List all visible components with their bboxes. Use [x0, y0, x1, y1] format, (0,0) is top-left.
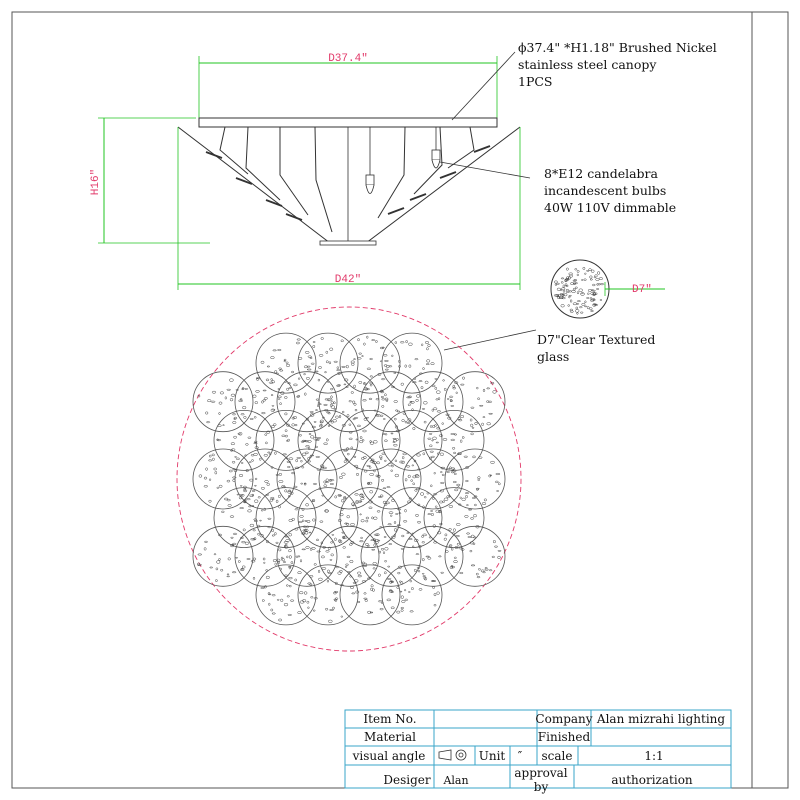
- glass-disc: [424, 410, 484, 470]
- rod-left-1: [246, 127, 280, 200]
- unit-value: ″: [517, 749, 523, 763]
- bottom-view: [177, 307, 521, 651]
- rod-left-4: [220, 127, 248, 174]
- bottom-view-outline: [177, 307, 521, 651]
- bulb-note-line-1: 8*E12 candelabra: [544, 166, 658, 181]
- canopy-note-line-1: ϕ37.4" *H1.18" Brushed Nickel: [518, 40, 717, 55]
- item-no-label: Item No.: [363, 712, 417, 726]
- designer-label: Desiger: [383, 773, 431, 787]
- glass-disc: [445, 526, 505, 586]
- rod-left-2: [280, 127, 308, 215]
- approval-label-line-1: approval: [514, 766, 568, 780]
- scale-value: 1:1: [644, 749, 664, 763]
- authorization-label: authorization: [611, 773, 693, 787]
- material-label: Material: [364, 730, 416, 744]
- designer-value: Alan: [443, 774, 469, 787]
- rod-right-1: [378, 127, 405, 218]
- projection-symbol-icon: [439, 750, 466, 760]
- bulb-note-line-3: 40W 110V dimmable: [544, 200, 677, 215]
- glass-leader: [444, 330, 536, 350]
- glass-detail: [551, 260, 665, 318]
- bulb-note-line-2: incandescent bulbs: [544, 183, 667, 198]
- company-label: Company: [535, 712, 593, 726]
- canopy-note-line-3: 1PCS: [518, 74, 553, 89]
- drawing-frame: [12, 12, 788, 788]
- shelf-1: [206, 152, 222, 158]
- side-view: [90, 53, 520, 290]
- bulb-leader: [440, 162, 530, 178]
- height-label: H16": [90, 168, 102, 196]
- fixture-cone-outline: [178, 127, 520, 243]
- bulb-1: [432, 127, 440, 168]
- finished-label: Finished: [537, 730, 591, 744]
- glass-disc: [445, 372, 505, 432]
- shelf-8: [388, 208, 404, 214]
- visual-angle-label: visual angle: [352, 749, 426, 763]
- glass-disc-array: [193, 333, 505, 625]
- shelf-3: [266, 200, 282, 206]
- bulb-2: [366, 127, 374, 194]
- rod-left-3: [315, 127, 332, 232]
- canopy-leader: [452, 52, 515, 120]
- rod-right-3: [448, 127, 474, 168]
- bottom-width-label: D42": [334, 274, 362, 286]
- glass-disc: [382, 333, 442, 393]
- glass-disc: [424, 488, 484, 548]
- shelf-2: [236, 178, 252, 184]
- glass-disc: [382, 565, 442, 625]
- glass-dimension-label: D7": [632, 284, 652, 296]
- glass-note-line-2: glass: [537, 349, 570, 364]
- scale-label: scale: [541, 749, 573, 763]
- unit-label: Unit: [478, 749, 506, 763]
- approval-label-line-2: by: [533, 780, 549, 794]
- company-value: Alan mizrahi lighting: [596, 712, 726, 726]
- bottom-cap: [320, 241, 376, 245]
- top-width-label: D37.4": [328, 53, 368, 65]
- glass-note-line-1: D7"Clear Textured: [537, 332, 656, 347]
- canopy-note-line-2: stainless steel canopy: [518, 57, 657, 72]
